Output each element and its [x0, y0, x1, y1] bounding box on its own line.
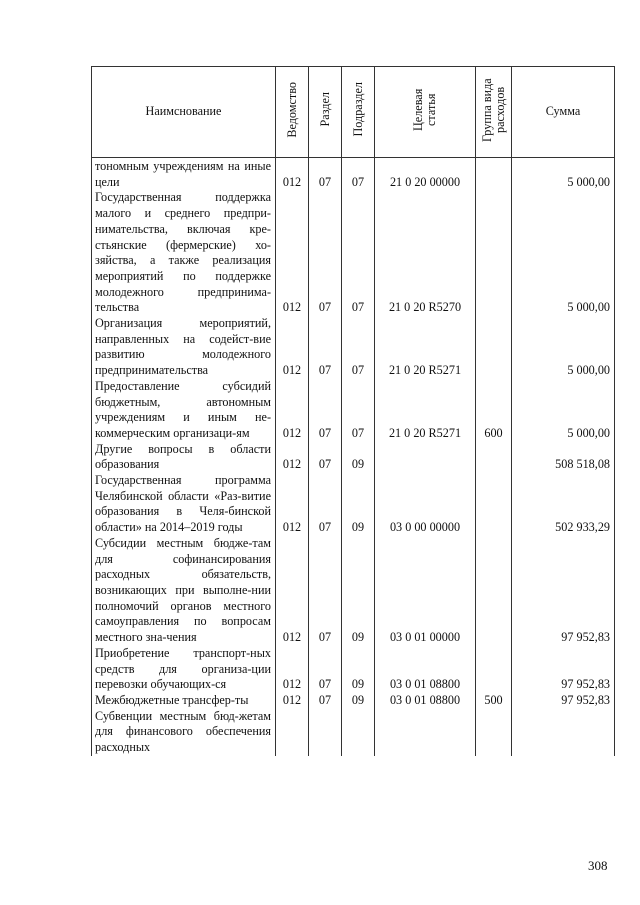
- table-row: [92, 646, 615, 693]
- row-gruppa: [476, 536, 512, 646]
- row-gruppa: [476, 709, 512, 756]
- row-podrazdel: 09: [342, 693, 375, 709]
- row-vedomstvo: 012: [276, 536, 309, 646]
- row-podrazdel: 07: [342, 316, 375, 379]
- row-celevaya-statya: [375, 442, 476, 473]
- row-vedomstvo: 012: [276, 693, 309, 709]
- row-celevaya-statya: 03 0 01 08800: [375, 646, 476, 693]
- row-gruppa: [476, 190, 512, 316]
- row-vedomstvo: 012: [276, 473, 309, 536]
- row-name: Приобретение транспорт-ных средств для организа-ции перевозки обучающих-ся: [92, 646, 276, 693]
- header-vedomstvo: Ведомство: [276, 67, 309, 158]
- row-podrazdel: 07: [342, 379, 375, 442]
- header-podrazdel: Подраздел: [342, 67, 375, 158]
- row-gruppa: [476, 316, 512, 379]
- row-razdel: 07: [309, 190, 342, 316]
- row-gruppa: 500: [476, 693, 512, 709]
- row-summa: 97 952,83: [512, 536, 615, 646]
- header-name: Наимснование: [92, 67, 276, 158]
- row-celevaya-statya: 03 0 01 08800: [375, 693, 476, 709]
- table-row: [92, 473, 615, 536]
- row-summa: 508 518,08: [512, 442, 615, 473]
- row-summa: 97 952,83: [512, 646, 615, 693]
- row-vedomstvo: 012: [276, 158, 309, 191]
- row-name: тономным учреждениям на иные цели: [92, 158, 276, 191]
- row-razdel: [309, 709, 342, 756]
- row-vedomstvo: 012: [276, 442, 309, 473]
- row-razdel: 07: [309, 442, 342, 473]
- row-gruppa: [476, 442, 512, 473]
- row-summa: 502 933,29: [512, 473, 615, 536]
- row-name: Субвенции местным бюд-жетам для финансового обеспечения расходных: [92, 709, 276, 756]
- row-razdel: 07: [309, 473, 342, 536]
- row-name: Предоставление субсидий бюджетным, автономным учреждениям и иным не-коммерческим организаци-ям: [92, 379, 276, 442]
- row-vedomstvo: 012: [276, 379, 309, 442]
- header-celevaya-statya: Целевая статья: [375, 67, 476, 158]
- row-podrazdel: 09: [342, 536, 375, 646]
- row-celevaya-statya: 21 0 20 00000: [375, 158, 476, 191]
- table-row: [92, 190, 615, 316]
- header-razdel: Раздел: [309, 67, 342, 158]
- page-number: 308: [588, 858, 608, 873]
- row-summa: [512, 709, 615, 756]
- row-summa: 5 000,00: [512, 379, 615, 442]
- row-podrazdel: 09: [342, 646, 375, 693]
- row-razdel: 07: [309, 316, 342, 379]
- row-podrazdel: 09: [342, 473, 375, 536]
- row-name: Субсидии местным бюдже-там для софинансирования расходных обязательств, возникающих при выполне-нии полномочий органов местного самоуправления по вопросам местного зна-чения: [92, 536, 276, 646]
- table-row: [92, 709, 615, 756]
- row-name: Государственная поддержка малого и среднего предпри-нимательства, включая кре-стьянские (фермерские) хо-зяйства, а также реализация мероприятий по поддержке молодежного предпринима-тельства: [92, 190, 276, 316]
- row-vedomstvo: 012: [276, 316, 309, 379]
- row-celevaya-statya: 03 0 00 00000: [375, 473, 476, 536]
- row-podrazdel: 09: [342, 442, 375, 473]
- header-gruppa-vida-rashodov: Группа вида расходов: [476, 67, 512, 158]
- row-celevaya-statya: [375, 709, 476, 756]
- row-gruppa: [476, 646, 512, 693]
- row-gruppa: 600: [476, 379, 512, 442]
- row-gruppa: [476, 158, 512, 191]
- row-gruppa: [476, 473, 512, 536]
- row-summa: 5 000,00: [512, 316, 615, 379]
- table-row: [92, 536, 615, 646]
- row-vedomstvo: 012: [276, 646, 309, 693]
- row-podrazdel: 07: [342, 158, 375, 191]
- row-name: Государственная программа Челябинской области «Раз-витие образования в Челя-бинской области» на 2014–2019 годы: [92, 473, 276, 536]
- row-razdel: 07: [309, 536, 342, 646]
- table-row: [92, 379, 615, 442]
- row-summa: 97 952,83: [512, 693, 615, 709]
- table-row: [92, 693, 615, 709]
- budget-table: [91, 66, 615, 756]
- row-razdel: 07: [309, 379, 342, 442]
- row-name: Организация мероприятий, направленных на содейст-вие развитию молодежного предпринимательства: [92, 316, 276, 379]
- table-header-row: [92, 67, 615, 158]
- row-celevaya-statya: 03 0 01 00000: [375, 536, 476, 646]
- row-summa: 5 000,00: [512, 158, 615, 191]
- header-summa: Сумма: [512, 67, 615, 158]
- row-podrazdel: [342, 709, 375, 756]
- row-vedomstvo: 012: [276, 190, 309, 316]
- row-podrazdel: 07: [342, 190, 375, 316]
- row-razdel: 07: [309, 646, 342, 693]
- row-razdel: 07: [309, 693, 342, 709]
- row-celevaya-statya: 21 0 20 R5270: [375, 190, 476, 316]
- row-celevaya-statya: 21 0 20 R5271: [375, 316, 476, 379]
- table-row: [92, 442, 615, 473]
- row-name: Межбюджетные трансфер-ты: [92, 693, 276, 709]
- row-vedomstvo: [276, 709, 309, 756]
- row-name: Другие вопросы в области образования: [92, 442, 276, 473]
- row-celevaya-statya: 21 0 20 R5271: [375, 379, 476, 442]
- row-summa: 5 000,00: [512, 190, 615, 316]
- table-row: [92, 158, 615, 191]
- table-row: [92, 316, 615, 379]
- row-razdel: 07: [309, 158, 342, 191]
